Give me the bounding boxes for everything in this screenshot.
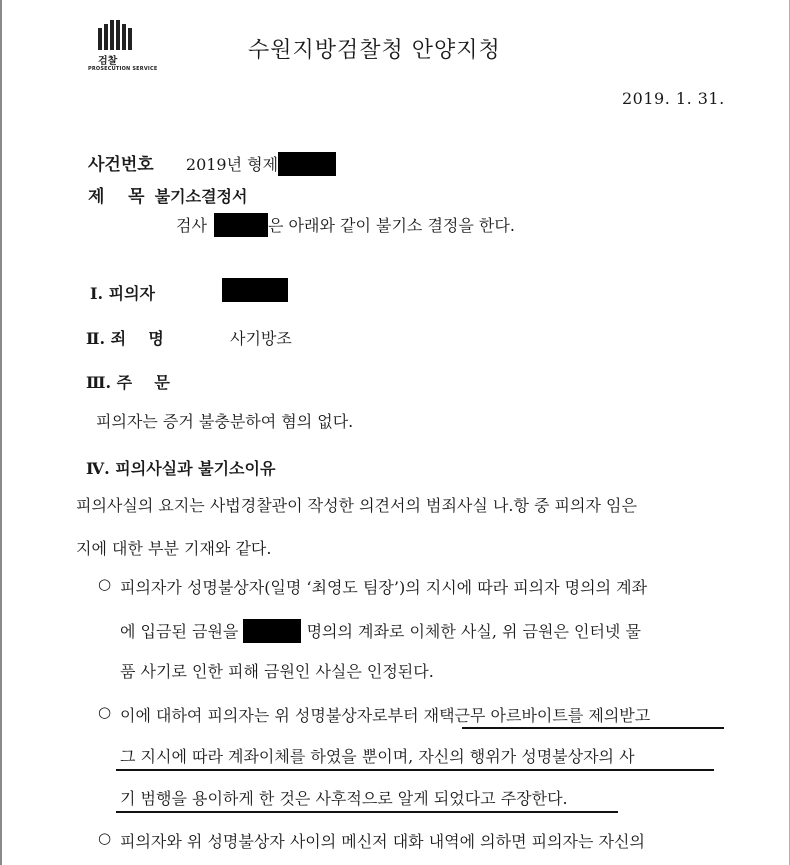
suspect-heading: Ⅰ. 피의자 [90,284,155,303]
prosecutor-suffix: 은 아래와 같이 불기소 결정을 한다. [268,216,515,235]
logo-name: 검찰 [98,56,118,67]
case-number-row [88,150,336,176]
order-text: 피의자는 증거 불충분하여 혐의 없다. [96,412,354,431]
order-heading: Ⅲ. 주 문 [86,373,170,392]
paragraph-2-line-2: 그 지시에 따라 계좌이체를 하였을 뿐이며, 자신의 행위가 성명불상자의 사 [120,747,635,766]
subject-label: 제 목 [88,187,145,207]
bullet-1: ○ [98,575,112,593]
case-number-value: 2019년 형제 [185,155,279,174]
document-title: 수원지방검찰청 안양지청 [248,38,501,63]
logo-bars-icon [98,18,134,50]
paragraph-3-line-1: 피의자와 위 성명불상자 사이의 메신저 대화 내역에 의하면 피의자는 자신의 [120,832,645,851]
case-number-label: 사건번호 [88,155,154,175]
paragraph-1-line-2a: 에 입금된 금원을 [120,622,239,641]
paragraph-1-line-2b: 명의의 계좌로 이체한 사실, 위 금원은 인터넷 물 [306,622,641,641]
paragraph-1-line-1: 피의자가 성명불상자(일명 ‘최영도 팀장’)의 지시에 따라 피의자 명의의 계좌 [120,578,648,597]
suspect-value [222,278,288,302]
prosecutor-prefix: 검사 [176,216,207,235]
bullet-3: ○ [98,829,112,847]
bullet-2: ○ [98,703,112,721]
paragraph-2-line-3: 기 범행을 용이하게 한 것은 사후적으로 알게 되었다고 주장한다. [120,789,568,808]
charge-value: 사기방조 [230,329,292,348]
logo-subtitle: PROSECUTION SERVICE [88,66,158,72]
paragraph-1-line-2 [120,619,641,643]
subject-row [88,182,247,207]
redaction-recipient [243,619,301,643]
charge-heading: Ⅱ. 죄 명 [86,329,164,348]
paragraph-2-line-1: 이에 대하여 피의자는 위 성명불상자로부터 재택근무 아르바이트를 제의받고 [120,706,651,725]
redaction-case-number [278,152,336,176]
underline-2 [116,769,714,771]
facts-heading: Ⅳ. 피의사실과 불기소이유 [86,459,276,478]
subject-value: 불기소결정서 [154,187,248,206]
page-left-edge [0,0,2,865]
document-date: 2019. 1. 31. [622,89,725,108]
intro-line-1: 피의사실의 요지는 사법경찰관이 작성한 의견서의 범죄사실 나.항 중 피의자 임은 [76,496,637,515]
prosecutor-line [176,213,515,237]
redaction-suspect [222,278,288,302]
redaction-prosecutor [214,213,268,237]
underline-3 [116,811,618,813]
prosecution-logo [88,18,158,78]
intro-line-2: 지에 대한 부분 기재와 같다. [76,539,272,558]
paragraph-1-line-3: 품 사기로 인한 피해 금원인 사실은 인정된다. [120,662,434,681]
underline-1 [462,727,724,729]
